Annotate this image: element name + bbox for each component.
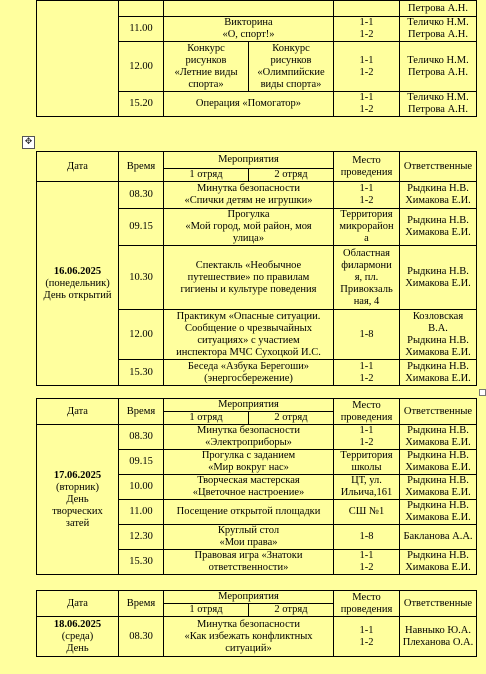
header-row bbox=[37, 591, 477, 604]
table-move-handle-icon[interactable]: ✥ bbox=[22, 136, 35, 149]
responsible-cell: Петрова А.Н. bbox=[400, 1, 477, 17]
event-cell: Практикум «Опасные ситуации. Сообщение о чрезвычайных ситуациях» с участием инспектора МЧС Сухоцкой И.С. bbox=[164, 310, 334, 360]
place-cell: 1-1 1-2 bbox=[334, 550, 400, 575]
event-cell: Беседа «Азбука Берегоши» (энергосбережение) bbox=[164, 360, 334, 386]
table-row bbox=[37, 425, 477, 450]
time-cell: 10.30 bbox=[119, 246, 164, 310]
header-squad2: 2 отряд bbox=[249, 169, 334, 182]
header-squad1: 1 отряд bbox=[164, 604, 249, 617]
table-row bbox=[37, 617, 477, 657]
date-cell: 18.06.2025 (среда) День bbox=[37, 617, 119, 657]
time-cell: 10.00 bbox=[119, 475, 164, 500]
header-events: Мероприятия bbox=[164, 152, 334, 169]
table-row bbox=[37, 1, 477, 17]
schedule-table-day3 bbox=[36, 590, 477, 657]
responsible-cell: Рыдкина Н.В. Химакова Е.И. bbox=[400, 246, 477, 310]
header-row bbox=[37, 152, 477, 169]
header-events: Мероприятия bbox=[164, 399, 334, 412]
header-responsible: Ответственные bbox=[400, 399, 477, 425]
header-date: Дата bbox=[37, 152, 119, 182]
time-cell: 12.00 bbox=[119, 42, 164, 92]
time-cell: 15.30 bbox=[119, 360, 164, 386]
header-date: Дата bbox=[37, 591, 119, 617]
responsible-cell: Козловская В.А. Рыдкина Н.В. Химакова Е.И. bbox=[400, 310, 477, 360]
responsible-cell: Бакланова А.А. bbox=[400, 525, 477, 550]
event-cell: Прогулка «Мой город, мой район, моя улица» bbox=[164, 209, 334, 246]
responsible-cell: Рыдкина Н.В. Химакова Е.И. bbox=[400, 450, 477, 475]
time-cell bbox=[119, 1, 164, 17]
event-squad2-cell: Конкурс рисунков «Олимпийские виды спорта» bbox=[249, 42, 334, 92]
responsible-cell: Рыдкина Н.В. Химакова Е.И. bbox=[400, 209, 477, 246]
header-time: Время bbox=[119, 152, 164, 182]
place-cell: 1-1 1-2 bbox=[334, 17, 400, 42]
event-cell: Минутка безопасности «Спички детям не игрушки» bbox=[164, 182, 334, 209]
event-cell: Посещение открытой площадки bbox=[164, 500, 334, 525]
place-cell: Областная филармони я, пл. Привокзаль ная, 4 bbox=[334, 246, 400, 310]
responsible-cell: Рыдкина Н.В. Химакова Е.И. bbox=[400, 182, 477, 209]
responsible-cell: Рыдкина Н.В. Химакова Е.И. bbox=[400, 475, 477, 500]
place-cell: 1-8 bbox=[334, 310, 400, 360]
date-cell: 17.06.2025 (вторник) День творческих затей bbox=[37, 425, 119, 575]
time-cell: 08.30 bbox=[119, 182, 164, 209]
place-cell: 1-1 1-2 bbox=[334, 425, 400, 450]
table-resize-handle-icon[interactable] bbox=[479, 389, 486, 396]
event-cell: Круглый стол «Мои права» bbox=[164, 525, 334, 550]
table-row bbox=[37, 182, 477, 209]
event-cell: Операция «Помогатор» bbox=[164, 92, 334, 117]
time-cell: 08.30 bbox=[119, 425, 164, 450]
time-cell: 08.30 bbox=[119, 617, 164, 657]
header-responsible: Ответственные bbox=[400, 152, 477, 182]
header-time: Время bbox=[119, 399, 164, 425]
place-cell: 1-8 bbox=[334, 525, 400, 550]
responsible-cell: Рыдкина Н.В. Химакова Е.И. bbox=[400, 500, 477, 525]
schedule-table-day1 bbox=[36, 151, 477, 386]
event-cell: Творческая мастерская «Цветочное настроение» bbox=[164, 475, 334, 500]
place-cell: 1-1 1-2 bbox=[334, 42, 400, 92]
header-events: Мероприятия bbox=[164, 591, 334, 604]
place-cell: ЦТ, ул. Ильича,161 bbox=[334, 475, 400, 500]
event-cell: Спектакль «Необычное путешествие» по правилам гигиены и культуре поведения bbox=[164, 246, 334, 310]
time-cell: 12.30 bbox=[119, 525, 164, 550]
place-cell: 1-1 1-2 bbox=[334, 360, 400, 386]
header-responsible: Ответственные bbox=[400, 591, 477, 617]
event-squad1-cell: Конкурс рисунков «Летние виды спорта» bbox=[164, 42, 249, 92]
responsible-cell: Теличко Н.М. Петрова А.Н. bbox=[400, 42, 477, 92]
schedule-table-continued bbox=[36, 0, 477, 117]
date-cell bbox=[37, 1, 119, 117]
time-cell: 09.15 bbox=[119, 450, 164, 475]
responsible-cell: Теличко Н.М. Петрова А.Н. bbox=[400, 92, 477, 117]
event-cell: Минутка безопасности «Электроприборы» bbox=[164, 425, 334, 450]
time-cell: 11.00 bbox=[119, 500, 164, 525]
date-cell: 16.06.2025 (понедельник) День открытий bbox=[37, 182, 119, 386]
header-squad1: 1 отряд bbox=[164, 412, 249, 425]
header-squad2: 2 отряд bbox=[249, 604, 334, 617]
responsible-cell: Навныко Ю.А. Плеханова О.А. bbox=[400, 617, 477, 657]
header-place: Место проведения bbox=[334, 399, 400, 425]
header-place: Место проведения bbox=[334, 152, 400, 182]
place-cell: Территория школы bbox=[334, 450, 400, 475]
time-cell: 09.15 bbox=[119, 209, 164, 246]
event-cell: Викторина «О, спорт!» bbox=[164, 17, 334, 42]
header-time: Время bbox=[119, 591, 164, 617]
header-date: Дата bbox=[37, 399, 119, 425]
time-cell: 15.30 bbox=[119, 550, 164, 575]
schedule-table-day2 bbox=[36, 398, 477, 575]
place-cell: 1-1 1-2 bbox=[334, 182, 400, 209]
place-cell: Территория микрорайон а bbox=[334, 209, 400, 246]
place-cell: СШ №1 bbox=[334, 500, 400, 525]
header-place: Место проведения bbox=[334, 591, 400, 617]
event-cell: Минутка безопасности «Как избежать конфликтных ситуаций» bbox=[164, 617, 334, 657]
header-squad1: 1 отряд bbox=[164, 169, 249, 182]
place-cell bbox=[334, 1, 400, 17]
responsible-cell: Рыдкина Н.В. Химакова Е.И. bbox=[400, 360, 477, 386]
event-cell: Прогулка с заданием «Мир вокруг нас» bbox=[164, 450, 334, 475]
responsible-cell: Теличко Н.М. Петрова А.Н. bbox=[400, 17, 477, 42]
header-squad2: 2 отряд bbox=[249, 412, 334, 425]
responsible-cell: Рыдкина Н.В. Химакова Е.И. bbox=[400, 425, 477, 450]
event-cell: Правовая игра «Знатоки ответственности» bbox=[164, 550, 334, 575]
place-cell: 1-1 1-2 bbox=[334, 92, 400, 117]
place-cell: 1-1 1-2 bbox=[334, 617, 400, 657]
time-cell: 15.20 bbox=[119, 92, 164, 117]
responsible-cell: Рыдкина Н.В. Химакова Е.И. bbox=[400, 550, 477, 575]
header-row bbox=[37, 399, 477, 412]
event-cell bbox=[164, 1, 334, 17]
time-cell: 12.00 bbox=[119, 310, 164, 360]
time-cell: 11.00 bbox=[119, 17, 164, 42]
